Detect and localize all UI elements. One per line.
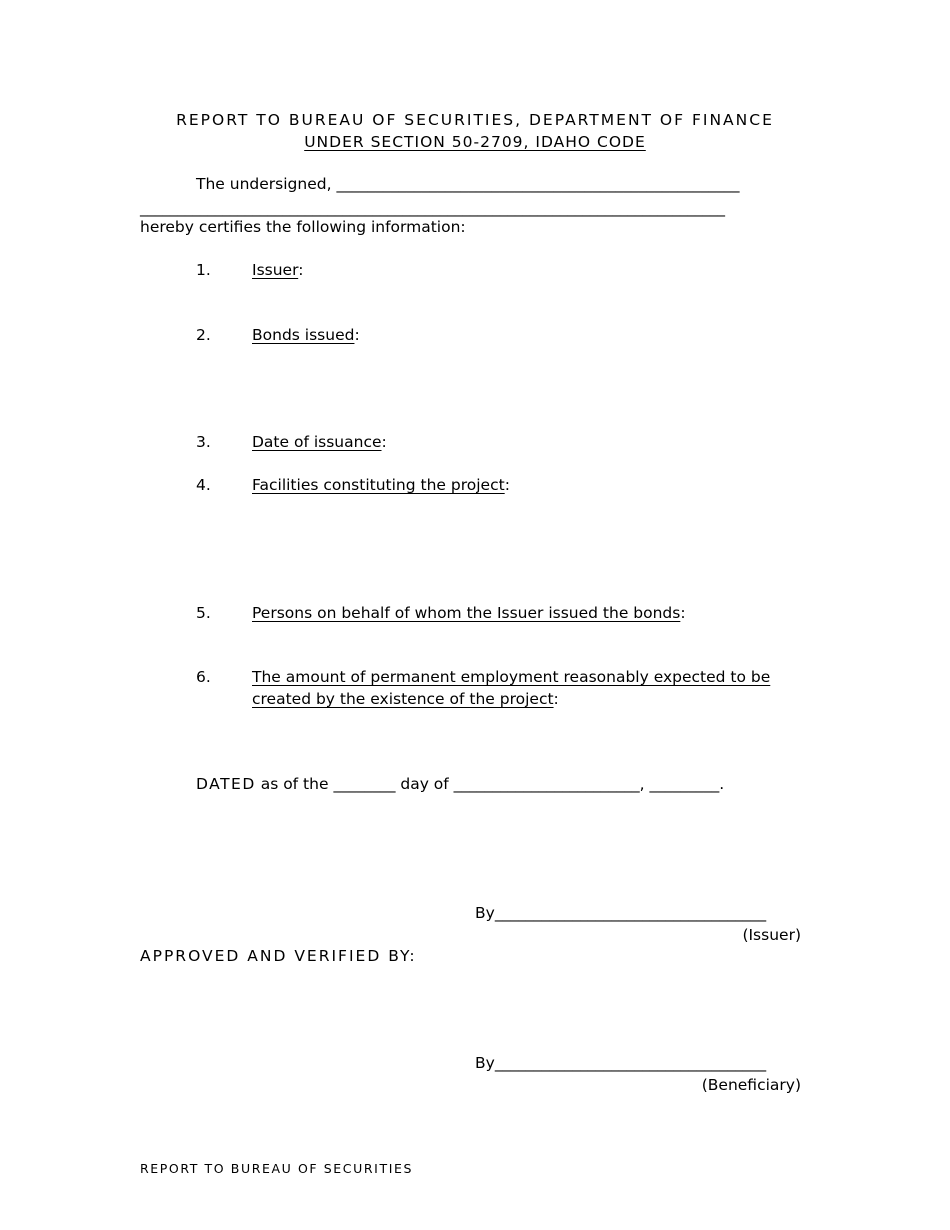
item-persons-on-behalf	[252, 604, 686, 622]
item-employment-line1	[252, 668, 770, 686]
item-employment-line2	[252, 690, 559, 708]
item-colon: :	[680, 604, 686, 622]
undersigned-blank-continuation[interactable]: ______________________________________________________________________________	[140, 199, 725, 217]
item-bonds-issued	[252, 326, 360, 344]
item-number: 5.	[196, 604, 211, 622]
beneficiary-signature-blank[interactable]: ___________________________________	[494, 1054, 767, 1072]
undersigned-line	[196, 175, 739, 193]
item-date-of-issuance	[252, 433, 387, 451]
document-title-line1: REPORT TO BUREAU OF SECURITIES, DEPARTMENT OF FINANCE	[176, 111, 774, 129]
item-colon: :	[504, 476, 510, 494]
dated-comma: ,	[639, 775, 650, 793]
document-title-line2-text: UNDER SECTION 50-2709, IDAHO CODE	[304, 133, 646, 151]
item-number: 6.	[196, 668, 211, 686]
dated-month-blank[interactable]: ________________________	[453, 775, 640, 793]
undersigned-label: The undersigned,	[196, 175, 332, 193]
issuer-by-label: By	[475, 904, 495, 922]
item-number: 4.	[196, 476, 211, 494]
item-label: Issuer	[252, 261, 299, 279]
dated-day-of: day of	[395, 775, 454, 793]
beneficiary-caption: (Beneficiary)	[701, 1076, 801, 1094]
item-colon: :	[381, 433, 387, 451]
beneficiary-by-label: By	[475, 1054, 495, 1072]
item-number: 3.	[196, 433, 211, 451]
item-facilities	[252, 476, 510, 494]
item-label: Facilities constituting the project	[252, 476, 505, 494]
issuer-caption: (Issuer)	[742, 926, 801, 944]
document-title-line2	[140, 133, 810, 151]
issuer-signature-blank[interactable]: ___________________________________	[494, 904, 767, 922]
dated-as-of: as of the	[255, 775, 334, 793]
dated-day-blank[interactable]: ________	[333, 775, 396, 793]
item-label: Persons on behalf of whom the Issuer issued the bonds	[252, 604, 681, 622]
dated-period: .	[719, 775, 725, 793]
item-colon: :	[298, 261, 304, 279]
item-label: created by the existence of the project	[252, 690, 554, 708]
approved-verified-label: APPROVED AND VERIFIED BY:	[140, 947, 417, 965]
item-label: Bonds issued	[252, 326, 355, 344]
item-number: 1.	[196, 261, 211, 279]
item-label: Date of issuance	[252, 433, 382, 451]
certifies-text: hereby certifies the following information:	[140, 218, 466, 236]
undersigned-blank[interactable]: ____________________________________________________	[336, 175, 740, 193]
dated-line	[196, 775, 724, 793]
issuer-signature-line	[475, 904, 766, 922]
item-colon: :	[354, 326, 360, 344]
dated-year-blank[interactable]: _________	[649, 775, 720, 793]
page-footer: REPORT TO BUREAU OF SECURITIES	[140, 1161, 414, 1176]
item-number: 2.	[196, 326, 211, 344]
dated-word: DATED	[196, 775, 256, 793]
item-issuer	[252, 261, 303, 279]
item-label: The amount of permanent employment reasonably expected to be	[252, 668, 771, 686]
beneficiary-signature-line	[475, 1054, 766, 1072]
item-colon: :	[553, 690, 559, 708]
